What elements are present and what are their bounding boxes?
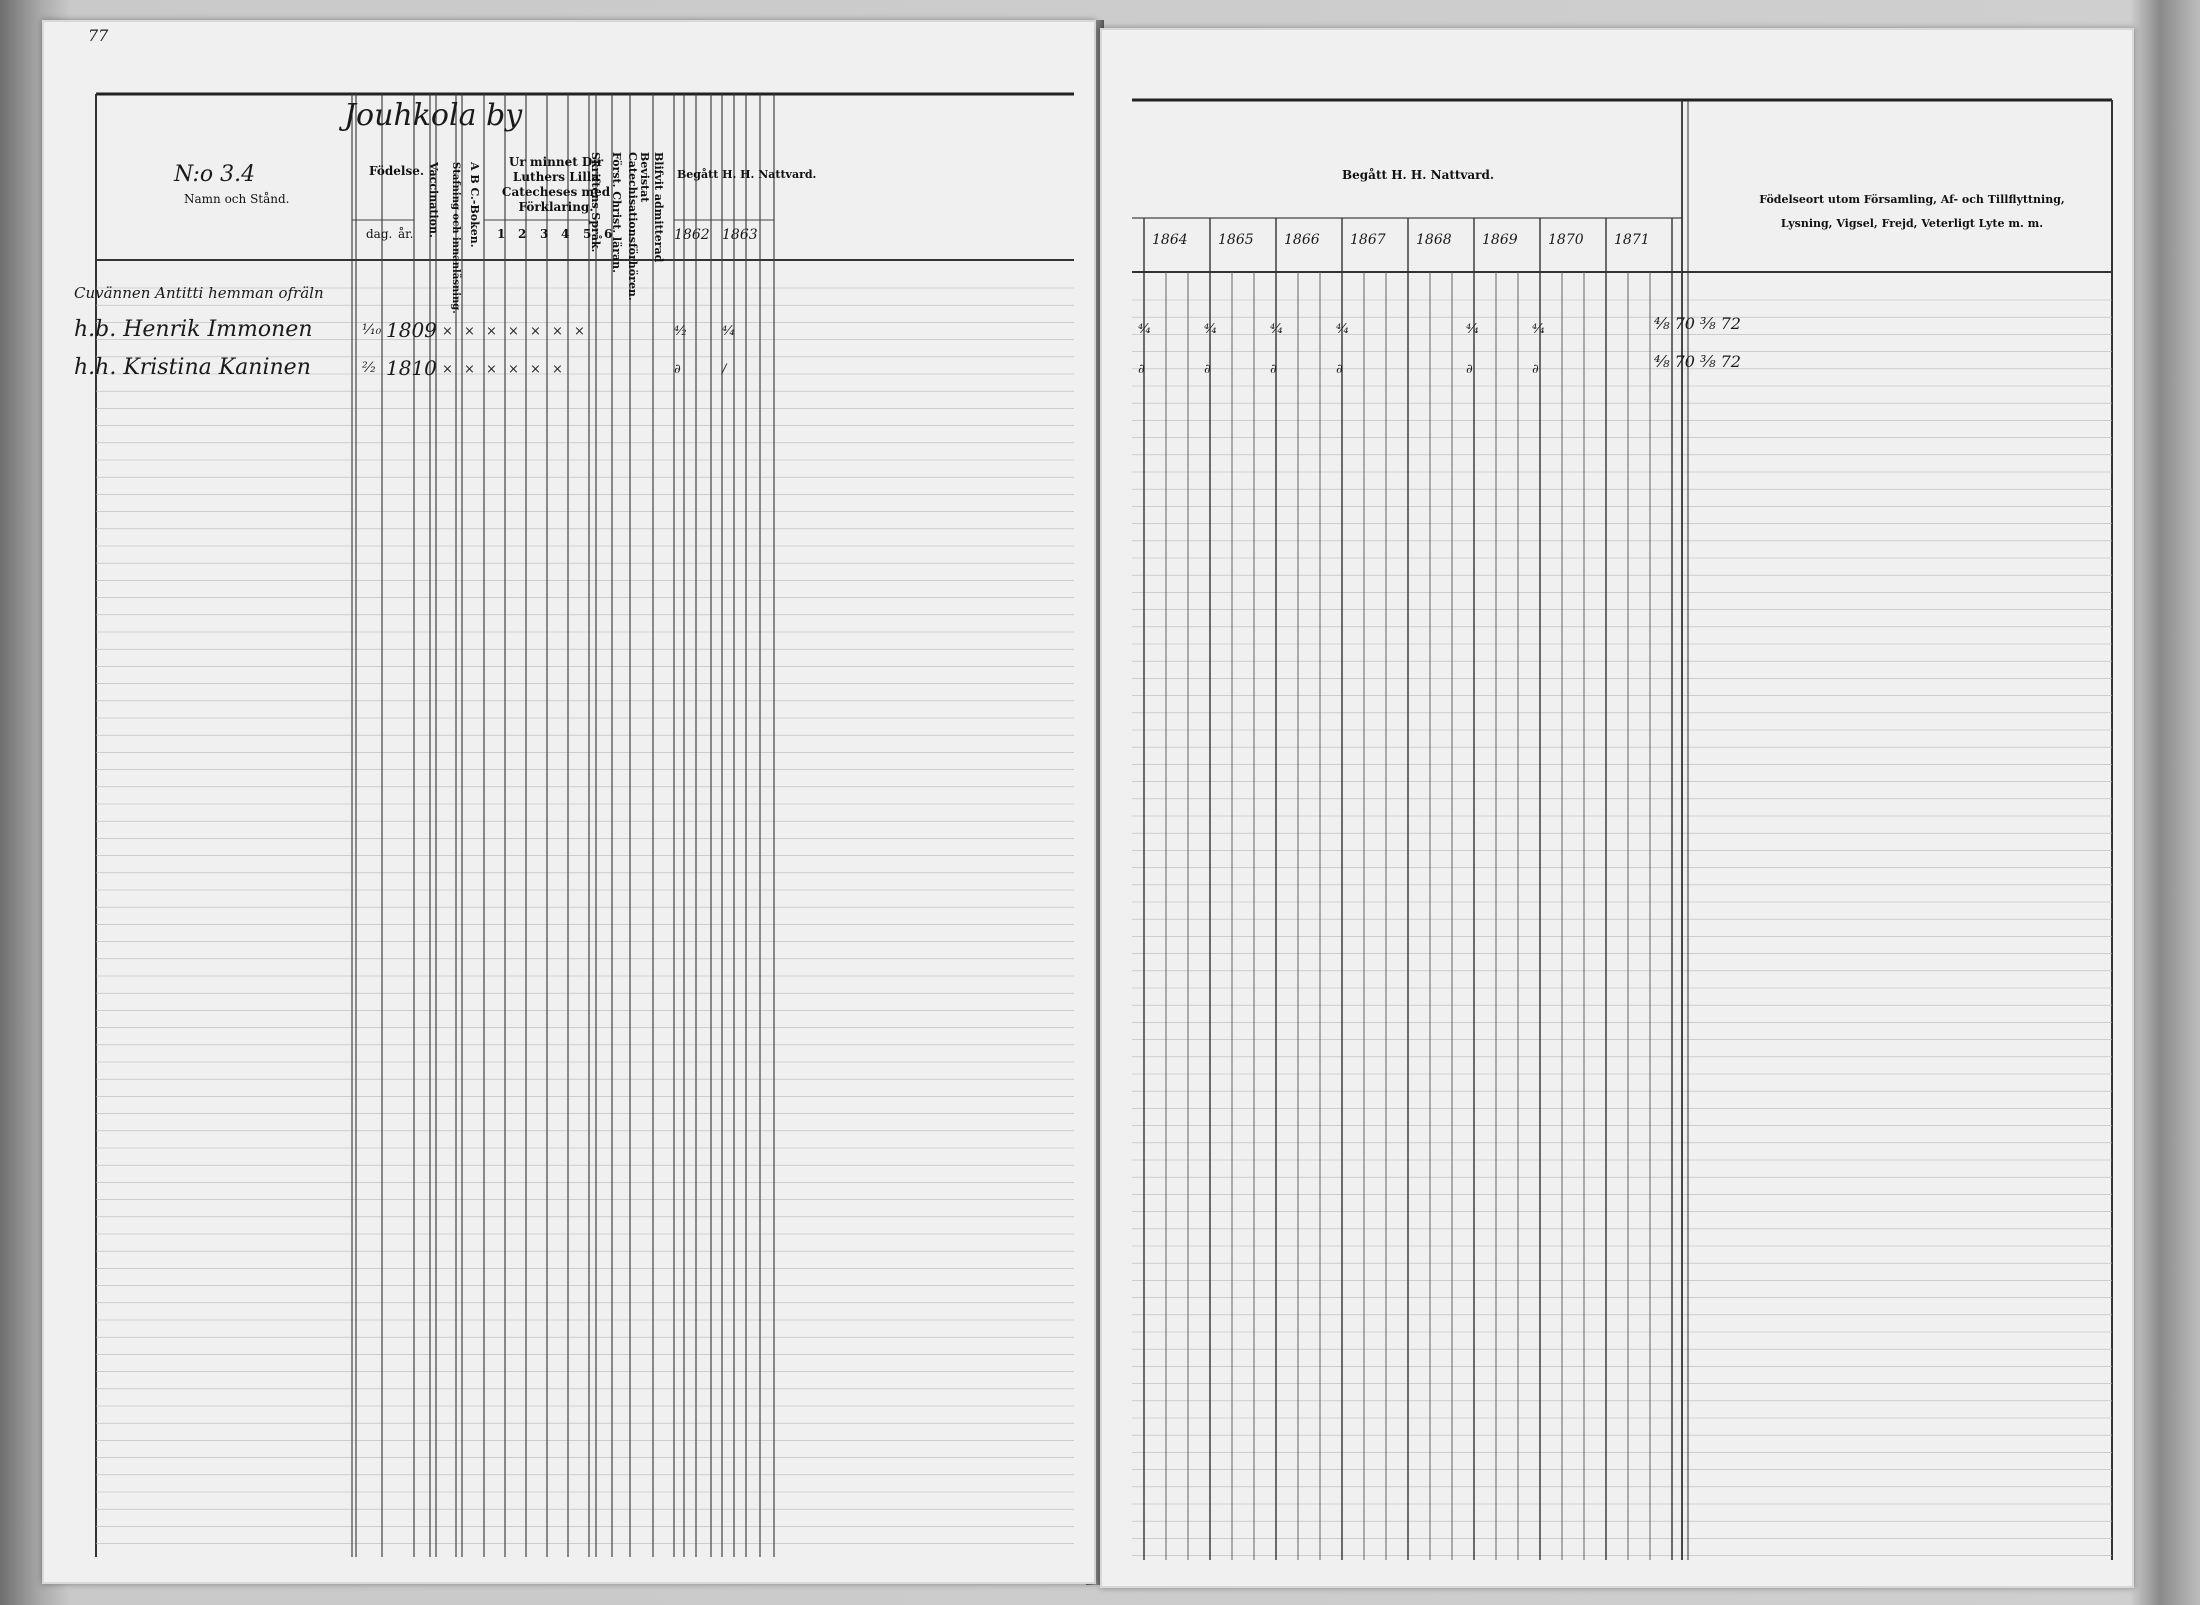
handwritten-mark: ⁴⁄₄ [722,324,735,339]
year-1871: 1871 [1614,232,1650,248]
handwritten-mark: ⁴⁄₄ [1204,322,1217,337]
handwritten-mark: ∂ [674,362,681,377]
household-number: N:o 3.4 [174,162,256,187]
entry-birthyear-2: 1810 [386,356,437,380]
check-mark: × [442,362,453,377]
check-mark: × [464,324,475,339]
begatt-nattvard-header-right: Begått H. H. Nattvard. [1342,168,1495,182]
entry-name-2: h.h. Kristina Kaninen [74,355,311,380]
handwritten-mark: ∂ [1466,362,1473,377]
check-mark: × [486,362,497,377]
cat-col-3: 3 [540,227,549,241]
notes-header: Födelseort utom Församling, Af- och Tillflyttning, Lysning, Vigsel, Frejd, Veterligt Lyte m. m. [1759,193,2065,230]
fodelse-header: Födelse. [369,164,425,178]
check-mark: × [552,324,563,339]
check-mark: × [508,324,519,339]
handwritten-mark: ⁴⁄₄ [1138,322,1151,337]
entry-birthyear-1: 1809 [386,318,437,342]
ar-header: år. [398,227,414,241]
check-mark: × [508,362,519,377]
handwritten-mark: ∂ [1204,362,1211,377]
begatt-nattvard-header-left: Begått H. H. Nattvard. [677,168,817,181]
dag-header: dag. [366,227,393,241]
entry-notes-1: ⁴⁄₈ 70 ³⁄₈ 72 [1654,314,1741,333]
entry-name-1: h.b. Henrik Immonen [74,317,313,342]
handwritten-mark: ⁴⁄₄ [1466,322,1479,337]
entry-birthday-2: ²⁄₂ [362,360,376,376]
check-mark: × [574,324,585,339]
year-1868: 1868 [1416,232,1452,248]
right-page [1100,28,2134,1588]
year-1864: 1864 [1152,232,1188,248]
name-rank-header: Namn och Stånd. [184,192,290,206]
left-page [42,20,1096,1584]
page-number: 77 [88,26,109,45]
handwritten-mark: ∂ [1532,362,1539,377]
handwritten-mark: / [722,362,727,377]
handwritten-mark: ∂ [1336,362,1343,377]
handwritten-mark: ∂ [1138,362,1145,377]
handwritten-mark: ∂ [1270,362,1277,377]
check-mark: × [530,362,541,377]
handwritten-mark: ⁴⁄₂ [674,324,687,339]
entry-name-0: Cuvännen Antitti hemman ofräln [74,284,324,302]
cat-col-6: 6 [604,227,613,241]
right-page-ruling [1102,30,2132,1586]
bevistat-header: Bevistat Catechisationsförhören. [626,152,651,301]
cat-col-5: 5 [583,227,592,241]
cat-col-1: 1 [497,227,506,241]
year-1862: 1862 [674,227,710,243]
stafning-header: Stafning och innanläsning. [450,162,461,314]
check-mark: × [486,324,497,339]
check-mark: × [442,324,453,339]
year-1865: 1865 [1218,232,1254,248]
handwritten-mark: ⁴⁄₄ [1270,322,1283,337]
check-mark: × [464,362,475,377]
blifvit-admitterad-header: Blifvit admitterad [652,152,665,263]
vaccination-header: Vaccination. [427,162,440,238]
handwritten-mark: ⁴⁄₄ [1336,322,1349,337]
entry-notes-2: ⁴⁄₈ 70 ³⁄₈ 72 [1654,352,1741,371]
handwritten-mark: ⁴⁄₄ [1532,322,1545,337]
check-mark: × [552,362,563,377]
year-1870: 1870 [1548,232,1584,248]
cat-col-4: 4 [561,227,570,241]
abc-boken-header: A B C.-Boken. [468,162,481,248]
skriftens-sprak-header: Skriftens Språk. [589,152,602,253]
year-1869: 1869 [1482,232,1518,248]
entry-birthday-1: ¹⁄₁₀ [362,322,382,338]
forst-christ-header: Först. Christ. läran. [610,152,623,273]
year-1867: 1867 [1350,232,1386,248]
ur-minnet-header: Ur minnet D:r Luthers Lilla Catecheses med Förklaring. [501,155,611,214]
year-1863: 1863 [722,227,758,243]
village-title: Jouhkola by [344,98,523,133]
left-page-ruling [44,22,1094,1582]
check-mark: × [530,324,541,339]
cat-col-2: 2 [518,227,527,241]
year-1866: 1866 [1284,232,1320,248]
